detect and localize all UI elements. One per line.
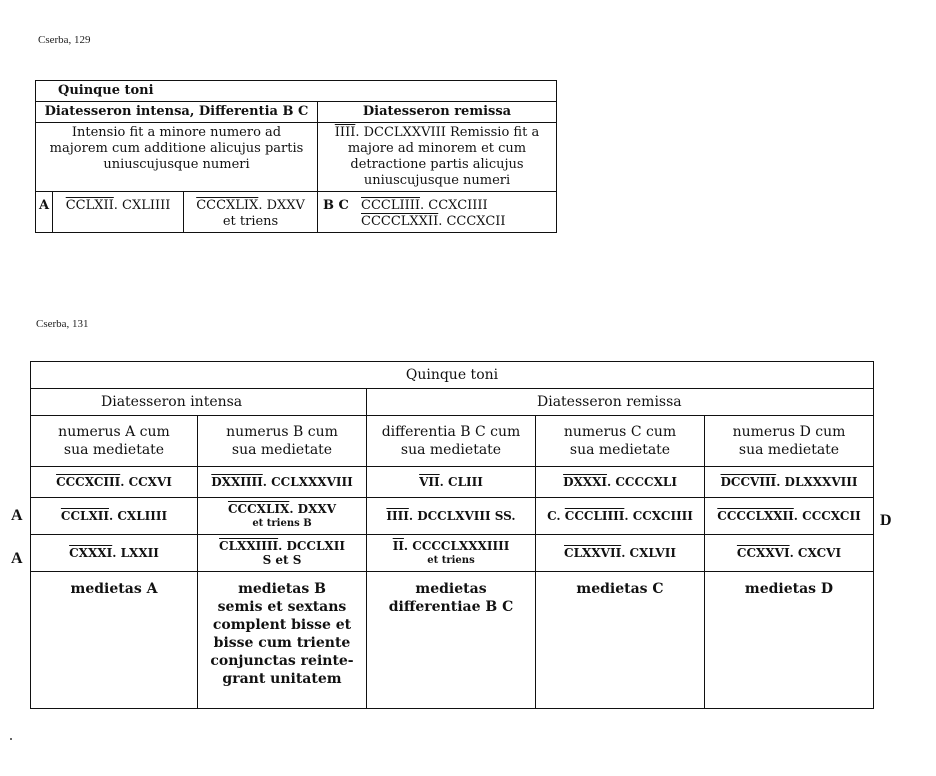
- table2-row1-cell: DXXXI. CCCCXLI: [536, 467, 705, 498]
- table2-header-d: numerus D cum sua medietate: [705, 416, 874, 467]
- table1-col-remissa: Diatesseron remissa: [318, 102, 557, 123]
- table2-footer-a: medietas A: [31, 572, 198, 709]
- table2-header-a: numerus A cum sua medietate: [31, 416, 198, 467]
- table2-row1-cell: $\overline{VII}$. CLIII: [367, 467, 536, 498]
- side-label-a-1: A: [11, 507, 23, 524]
- side-label-d: D: [880, 512, 892, 529]
- table1-desc-remissa: IIII. DCCLXXVIII Remissio fit a majore ad minorem et cum detractione partis alicujus uniuscujusque numeri: [318, 123, 557, 192]
- table1-col-intensa: Diatesseron intensa, Differentia B C: [36, 102, 318, 123]
- table2-header-b: numerus B cum sua medietate: [198, 416, 367, 467]
- table2-footer-bc: medietas differentiae B C: [367, 572, 536, 709]
- table2-row1-cell: DCCVIII. DLXXXVIII: [705, 467, 874, 498]
- side-label-a-2: A: [11, 550, 23, 567]
- table2-footer-b: medietas B semis et sextans complent bisse et bisse cum triente conjunctas reinte- grant unitatem: [198, 572, 367, 709]
- table1-cell-2: CCCXLIX. DXXV et triens: [184, 192, 318, 233]
- table2-footer-d: medietas D: [705, 572, 874, 709]
- table1-desc-intensa: Intensio fit a minore numero ad majorem cum additione alicujus partis uniuscujusque numeri: [36, 123, 318, 192]
- table2-row3-cell: CLXXVII. CXLVII: [536, 535, 705, 572]
- table2-header-bc: differentia B C cum sua medietate: [367, 416, 536, 467]
- table2-row3-cell: CCXXVI. CXCVI: [705, 535, 874, 572]
- table2-row3-cell: CXXXI. LXXII: [31, 535, 198, 572]
- table1-cell-3: B C CCCLIIII. CCXCIIII CCCCLXXII. CCCXCII: [318, 192, 557, 233]
- table2-row1-cell: DXXIIII. CCLXXXVIII: [198, 467, 367, 498]
- table2-header-c: numerus C cum sua medietate: [536, 416, 705, 467]
- table2-title: Quinque toni: [31, 362, 874, 389]
- table2-row3-cell: $\overline{II}$. CCCCLXXXIIII et triens: [367, 535, 536, 572]
- table1-row-label-a: A: [36, 192, 53, 233]
- table2-row2-cell: IIII. DCCLXVIII SS.: [367, 498, 536, 535]
- table2-row2-cell: CCLXII. CXLIIII: [31, 498, 198, 535]
- table2-sub-intensa: Diatesseron intensa: [31, 389, 367, 416]
- table1-cell-1: CCLXII. CXLIIII: [53, 192, 184, 233]
- table2-row3-cell: CLXXIIII. DCCLXII S et S: [198, 535, 367, 572]
- table2-footer-c: medietas C: [536, 572, 705, 709]
- table2-sub-remissa: Diatesseron remissa: [367, 389, 874, 416]
- table2-row2-cell: CCCCLXXII. CCCXCII: [705, 498, 874, 535]
- speck-mark: [10, 738, 12, 740]
- table1-title: Quinque toni: [36, 81, 557, 102]
- table-cserba-129: [35, 80, 557, 233]
- caption-second: Cserba, 131: [36, 318, 89, 330]
- table2-row2-cell: CCCXLIX. DXXV et triens B: [198, 498, 367, 535]
- caption-first: Cserba, 129: [38, 34, 91, 46]
- table2-row1-cell: CCCXCIII. CCXVI: [31, 467, 198, 498]
- table2-row2-cell: C. CCCLIIII. CCXCIIII: [536, 498, 705, 535]
- table-cserba-131: [30, 361, 874, 709]
